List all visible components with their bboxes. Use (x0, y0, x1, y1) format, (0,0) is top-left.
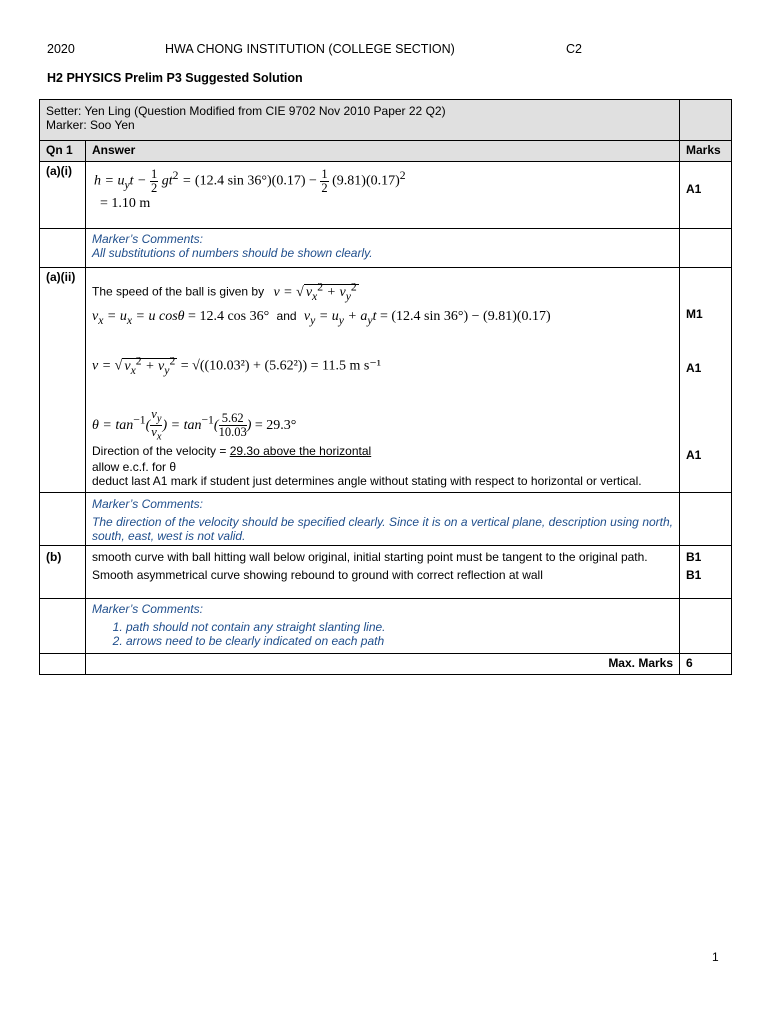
header-year: 2020 (47, 42, 75, 56)
mark-a-ii-2: A1 (686, 361, 702, 375)
eq-height-result: = 1.10 m (100, 196, 151, 211)
header-school: HWA CHONG INSTITUTION (COLLEGE SECTION) (165, 42, 455, 56)
row-a-ii (40, 268, 732, 493)
col-qn: Qn 1 (40, 141, 86, 162)
info-row (40, 100, 732, 141)
comment-item: 2. arrows need to be clearly indicated on each path (126, 634, 673, 648)
col-marks: Marks (680, 141, 732, 162)
header-code: C2 (566, 42, 582, 56)
angle-equation: $\theta = \tan^{-1}$( $\frac{v_y}{v_x}$ ) = $\tan^{-1}$( $\frac{5.62}{10.03}$ ) = 29.3° (92, 406, 297, 443)
comment-text: The direction of the velocity should be specified clearly. Since it is on a vertical plane, description using north, south, east, west is not valid. (92, 514, 674, 543)
max-marks-value: 6 (680, 653, 732, 674)
mark-b-2: B1 (686, 567, 702, 582)
setter-info: Setter: Yen Ling (Question Modified from CIE 9702 Nov 2010 Paper 22 Q2) (46, 104, 446, 118)
label-b: (b) (40, 545, 86, 598)
row-comment-b (40, 598, 732, 653)
comment-heading: Marker’s Comments: (92, 232, 203, 246)
mark-a-ii-1: M1 (686, 307, 703, 321)
page-title: H2 PHYSICS Prelim P3 Suggested Solution (47, 71, 303, 85)
comment-heading: Marker’s Comments: (92, 601, 203, 616)
part-b-line2: Smooth asymmetrical curve showing rebound to ground with correct reflection at wall (92, 567, 543, 582)
row-b (40, 545, 732, 598)
comment-heading: Marker’s Comments: (92, 496, 203, 511)
mark-a-ii-3: A1 (686, 448, 702, 462)
mark-a-i: A1 (686, 182, 702, 196)
solution-table (39, 99, 732, 675)
row-comment-a-ii (40, 492, 732, 545)
speed-equation: v = √ $v_x^2 + v_y^2 = √((10.03^2) + (5.62^2)) = 11.5$ m s⁻¹ (92, 354, 381, 377)
ecf-note: allow e.c.f. for θ (92, 459, 177, 474)
deduct-note: deduct last A1 mark if student just determines angle without stating with respect to horizontal or vertical. (92, 473, 642, 488)
row-a-i (40, 162, 732, 229)
page-number: 1 (712, 950, 719, 964)
label-a-ii: (a)(ii) (40, 268, 86, 493)
speed-statement: The speed of the ball is given by v = √ $v_x^2 + v_y^2$ (92, 280, 357, 303)
mark-b-1: B1 (686, 549, 702, 564)
components-equations: $v_x = u_x = u$ cosθ = 12.4 cos 36° and $v_y = u_y + a_yt = (12.4$ sin 36°) − (9.81)(0.17) (92, 309, 551, 328)
comment-item: 1. path should not contain any straight slanting line. (126, 620, 673, 634)
eq-height: $h = u_yt$ − $\frac{1}{2}$ $gt^2 = (12.4$ sin 36°)(0.17) − $\frac{1}{2}$ $(9.81)(0.17)^2$ (94, 167, 406, 195)
total-row (40, 653, 732, 674)
column-header-row (40, 141, 732, 162)
direction-statement: Direction of the velocity = 29.3o above the horizontal (92, 443, 372, 458)
col-answer: Answer (86, 141, 680, 162)
max-marks-label: Max. Marks (86, 653, 680, 674)
comment-text: All substitutions of numbers should be shown clearly. (92, 246, 373, 260)
label-a-i: (a)(i) (40, 162, 86, 229)
part-b-line1: smooth curve with ball hitting wall below original, initial starting point must be tangent to the original path. (92, 549, 648, 564)
marker-info: Marker: Soo Yen (46, 118, 135, 132)
row-comment-a-i (40, 229, 732, 268)
